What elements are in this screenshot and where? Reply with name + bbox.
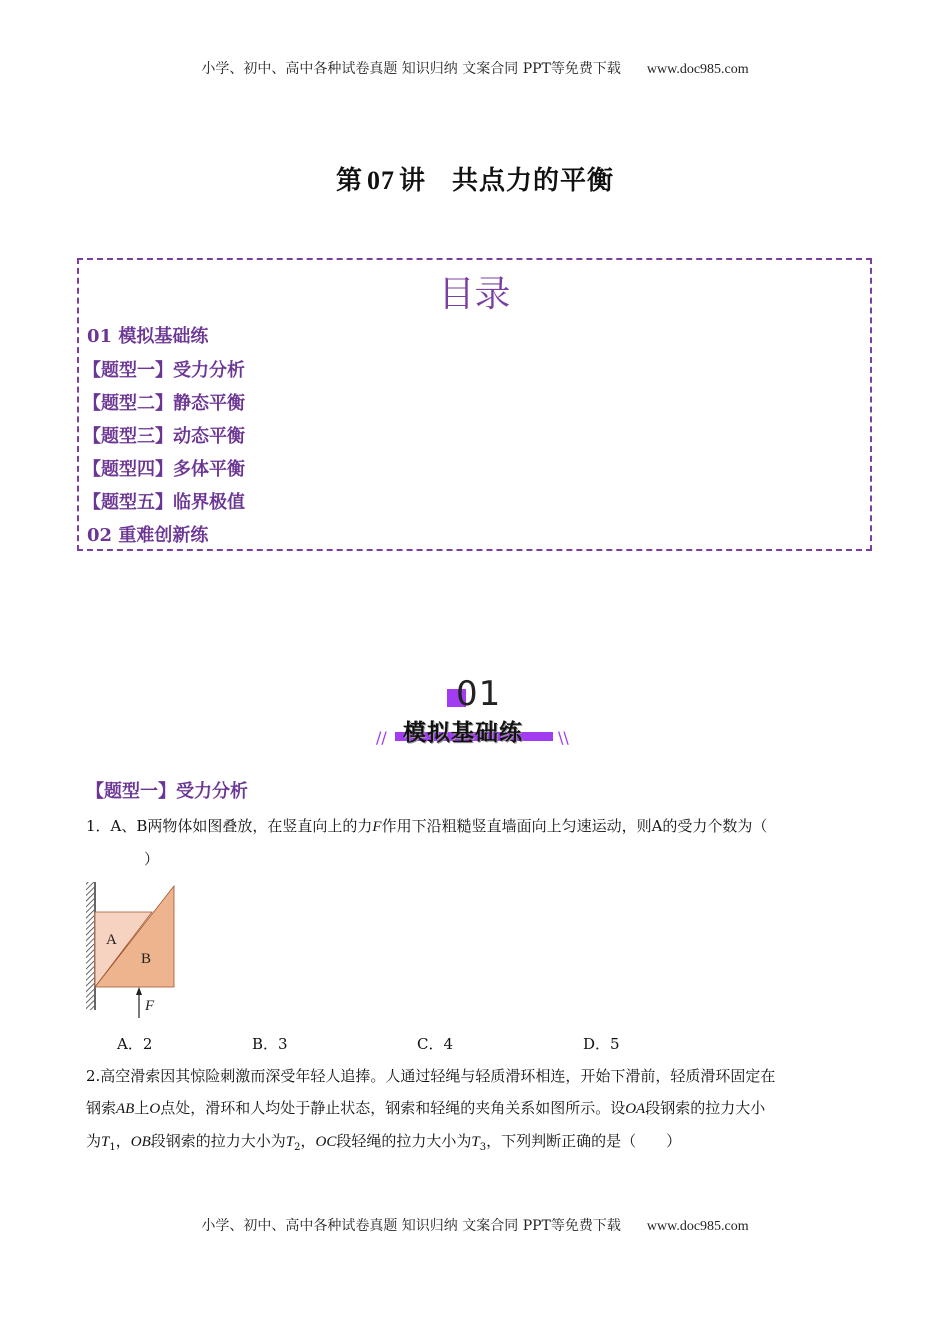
section-banner (370, 672, 580, 752)
subscript-3: 3 (479, 1142, 487, 1153)
question-2 (86, 1060, 876, 1164)
page-header (0, 58, 950, 78)
svg-text:B: B (141, 951, 152, 967)
slash-left-icon: // (376, 728, 387, 747)
svg-text:F: F (145, 998, 155, 1014)
subscript-1: 1 (109, 1142, 116, 1153)
q1-text-close: ） (144, 850, 160, 868)
q2-text: ， (115, 1132, 131, 1150)
table-of-contents (77, 258, 872, 551)
q2-text: 为 (86, 1132, 102, 1150)
var-OB: OB (130, 1134, 151, 1150)
q2-text: ， (300, 1132, 316, 1150)
option-b[interactable]: B．3 (252, 1035, 288, 1053)
var-AB: AB (116, 1101, 135, 1117)
question-type-heading: 【题型一】受力分析 (86, 781, 248, 802)
var-OC: OC (315, 1134, 337, 1150)
q1-figure (86, 878, 186, 1018)
var-T3: T (471, 1134, 480, 1150)
toc-item-type3[interactable]: 【题型三】动态平衡 (83, 426, 245, 447)
var-T2: T (285, 1134, 295, 1150)
footer-text: 小学、初中、高中各种试卷真题 知识归纳 文案合同 PPT等免费下载 (201, 1218, 621, 1234)
toc-item-type4[interactable]: 【题型四】多体平衡 (83, 459, 245, 480)
q2-text: 段钢索的拉力大小 (645, 1099, 766, 1117)
var-OA: OA (625, 1101, 646, 1117)
toc-item-02[interactable]: 02 重难创新练 (87, 525, 209, 546)
title-suffix: 讲 (398, 166, 426, 196)
q2-line-1: 2.高空滑索因其惊险刺激而深受年轻人追捧。人通过轻绳与轻质滑环相连，开始下滑前，轻质滑环固定在 (86, 1067, 776, 1085)
page-footer (0, 1215, 950, 1235)
toc-item-type1[interactable]: 【题型一】受力分析 (83, 360, 245, 381)
q1-text-a: 1．A、B两物体如图叠放，在竖直向上的力 (86, 817, 373, 835)
q2-text: 段钢索的拉力大小为 (150, 1132, 286, 1150)
option-c[interactable]: C．4 (417, 1035, 454, 1053)
page-title (0, 160, 950, 197)
q2-text: 段轻绳的拉力大小为 (336, 1132, 472, 1150)
q1-text-b: 作用下沿粗糙竖直墙面向上匀速运动，则A的受力个数为（ (381, 817, 768, 835)
header-url[interactable]: www.doc985.com (646, 62, 749, 77)
option-d[interactable]: D．5 (583, 1035, 620, 1053)
toc-heading: 目录 (438, 274, 511, 315)
subscript-2: 2 (294, 1142, 301, 1153)
section-label: 模拟基础练 (403, 720, 523, 746)
q2-text: 上 (134, 1099, 150, 1117)
var-T1: T (101, 1134, 110, 1150)
toc-item-01[interactable]: 01 模拟基础练 (87, 326, 209, 347)
section-number: 01 (456, 674, 502, 714)
lecture-number: 07 (366, 166, 395, 195)
title-topic: 共点力的平衡 (452, 166, 615, 196)
toc-item-type5[interactable]: 【题型五】临界极值 (83, 492, 245, 513)
q2-text: 钢索 (86, 1099, 117, 1117)
svg-text:A: A (106, 932, 117, 948)
question-1 (86, 810, 876, 875)
q2-text: 点处，滑环和人均处于静止状态，钢索和轻绳的夹角关系如图所示。设 (160, 1099, 626, 1117)
var-O: O (149, 1101, 161, 1117)
header-text: 小学、初中、高中各种试卷真题 知识归纳 文案合同 PPT等免费下载 (201, 61, 621, 77)
slash-right-icon: \\ (558, 728, 569, 747)
q2-text: ，下列判断正确的是（ ） (486, 1132, 682, 1150)
toc-item-type2[interactable]: 【题型二】静态平衡 (83, 393, 245, 414)
title-prefix: 第 (335, 166, 363, 196)
footer-url[interactable]: www.doc985.com (646, 1219, 749, 1234)
option-a[interactable]: A．2 (117, 1035, 153, 1053)
var-F: F (372, 819, 382, 835)
